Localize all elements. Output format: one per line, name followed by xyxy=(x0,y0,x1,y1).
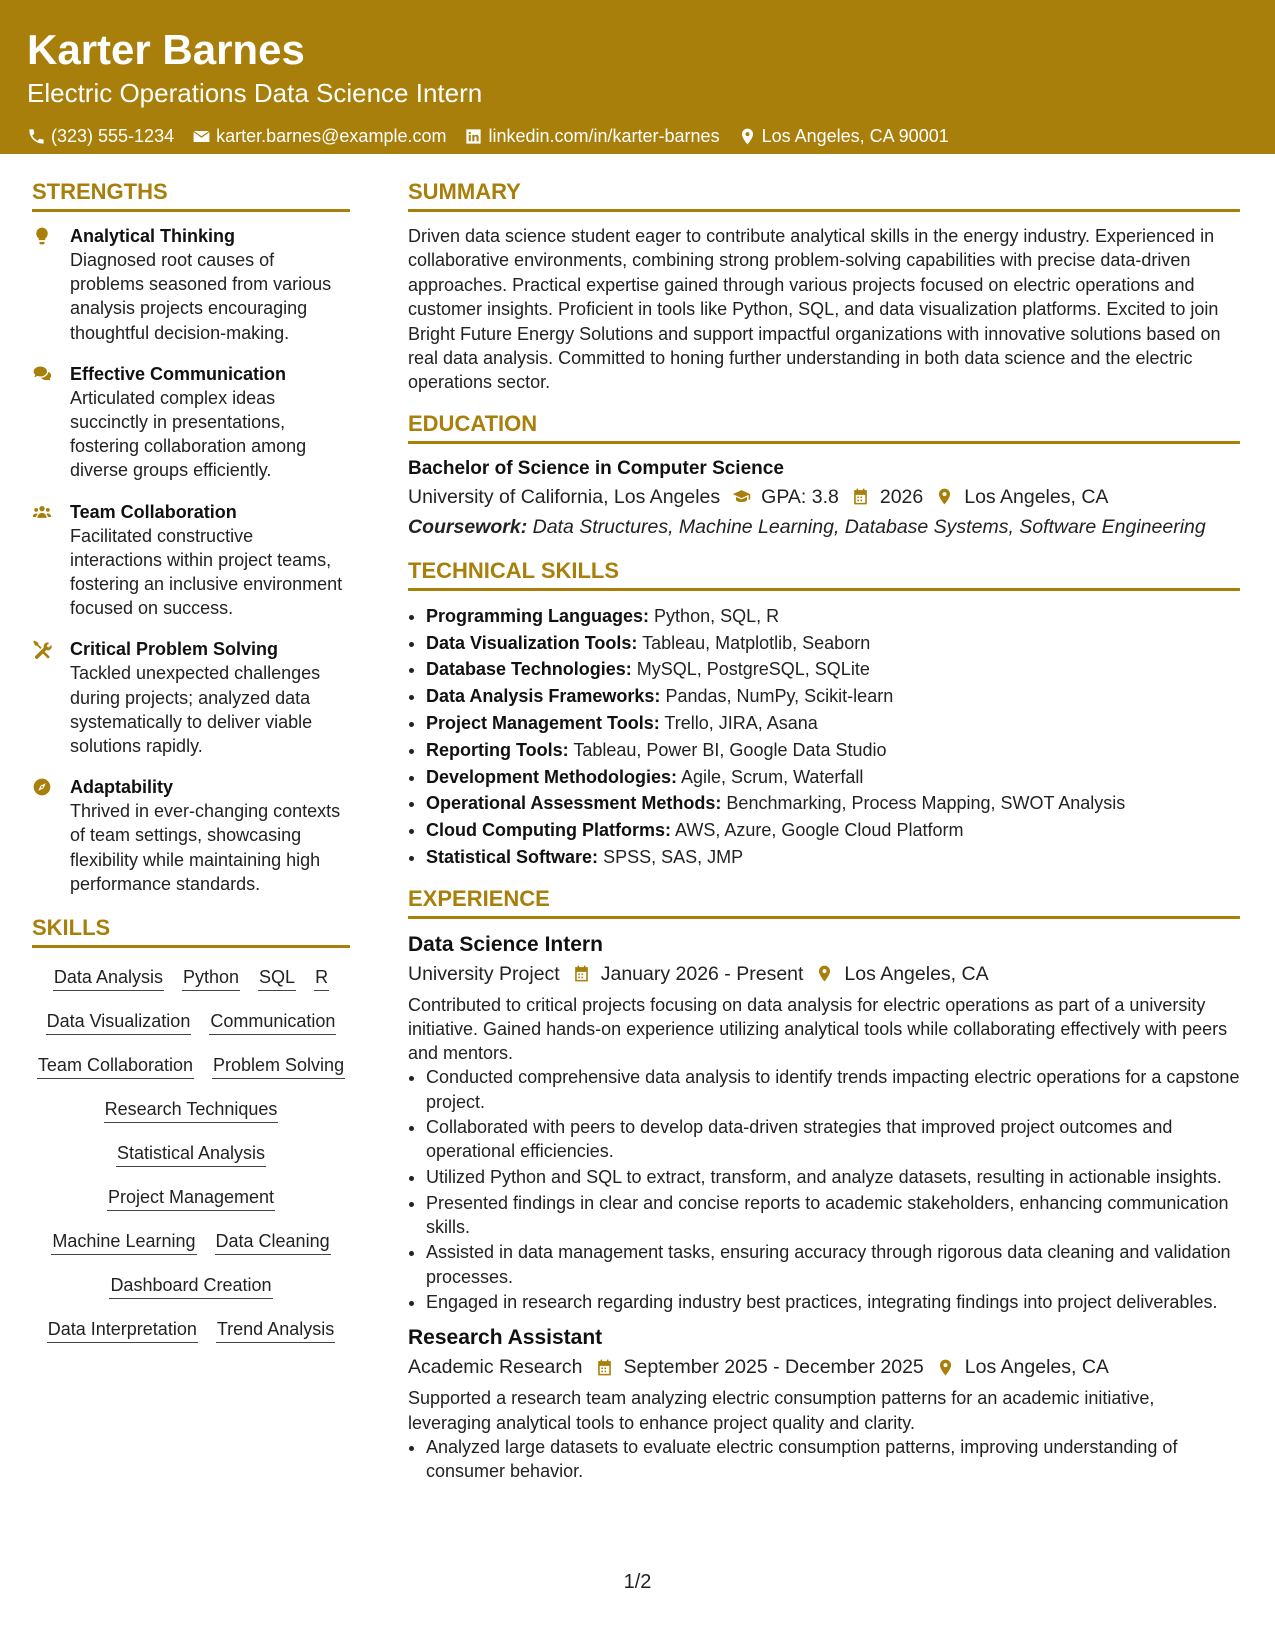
tech-skill-value: Trello, JIRA, Asana xyxy=(664,713,818,734)
tech-skill-value: SPSS, SAS, JMP xyxy=(603,847,744,868)
skill-tag: Data Analysis xyxy=(53,966,164,991)
strength-title: Analytical Thinking xyxy=(70,226,236,246)
strength-item xyxy=(32,500,350,621)
coursework-text: Data Structures, Machine Learning, Database Systems, Software Engineering xyxy=(532,515,1206,538)
job-location: Los Angeles, CA xyxy=(964,1356,1109,1379)
job-bullets xyxy=(408,1065,1240,1314)
tech-skill-value: AWS, Azure, Google Cloud Platform xyxy=(675,820,964,841)
job-dates: September 2025 - December 2025 xyxy=(623,1356,924,1379)
summary-heading: SUMMARY xyxy=(408,178,1240,212)
tech-skill-value: Benchmarking, Process Mapping, SWOT Analysis xyxy=(726,793,1126,814)
candidate-name: Karter Barnes xyxy=(27,26,305,73)
summary-text: Driven data science student eager to contribute analytical skills in the energy industry. Experienced in collaborative environments, combining strong problem-solving capabilities with precise data-driven approaches. Practical expertise gained through various projects focused on electric operations and customer insights. Proficient in tools like Python, SQL, and data visualization platforms. Excited to join Bright Future Energy Solutions and support impactful organizations with innovative solutions based on real data analysis. Committed to honing further understanding in both data science and the electric operations sector. xyxy=(408,226,1221,393)
calendar-icon xyxy=(572,964,591,983)
tech-skill-value: Pandas, NumPy, Scikit-learn xyxy=(665,686,894,707)
strength-title: Team Collaboration xyxy=(70,501,237,522)
strength-desc: Tackled unexpected challenges during projects; analyzed data systematically to deliver viable solutions rapidly. xyxy=(70,663,321,757)
calendar-icon xyxy=(595,1358,614,1377)
skills-list xyxy=(32,966,350,1343)
calendar-icon xyxy=(851,487,870,506)
strength-desc: Facilitated constructive interactions within project teams, fostering an inclusive environment focused on success. xyxy=(70,525,343,619)
graduation-cap-icon xyxy=(732,487,751,506)
skill-tag: Machine Learning xyxy=(51,1230,196,1255)
envelope-icon xyxy=(192,127,211,146)
contact-linkedin-text[interactable]: linkedin.com/in/karter-barnes xyxy=(488,126,720,146)
technical-skills-heading: TECHNICAL SKILLS xyxy=(408,557,1240,591)
list-item: • Collaborated with peers to develop data-driven strategies that improved project outcomes and operational efficiencies. xyxy=(426,1115,1240,1163)
education-coursework xyxy=(408,512,1240,542)
education-meta xyxy=(408,482,1240,512)
skill-tag: Python xyxy=(182,966,240,991)
compass-icon xyxy=(32,777,52,797)
list-item: • Conducted comprehensive data analysis to identify trends impacting electric operations for a capstone project. xyxy=(426,1065,1240,1113)
list-item xyxy=(426,737,1240,764)
candidate-title: Electric Operations Data Science Intern xyxy=(27,78,483,108)
map-pin-icon xyxy=(935,487,954,506)
skill-tag: Communication xyxy=(209,1010,336,1035)
experience-entry xyxy=(408,931,1240,1315)
job-org: Academic Research xyxy=(408,1356,583,1379)
map-pin-icon xyxy=(738,127,757,146)
technical-skills-list xyxy=(408,603,1240,871)
tech-skill-label: Development Methodologies: xyxy=(426,766,678,787)
left-column xyxy=(32,178,350,1343)
strength-title: Critical Problem Solving xyxy=(70,639,279,660)
tech-skill-value: MySQL, PostgreSQL, SQLite xyxy=(636,659,870,680)
strength-title: Effective Communication xyxy=(70,363,287,384)
list-item xyxy=(426,844,1240,871)
job-meta xyxy=(408,1352,1240,1382)
strength-item xyxy=(32,775,350,896)
list-item xyxy=(426,817,1240,844)
list-item xyxy=(426,764,1240,791)
skill-tag: Research Techniques xyxy=(104,1098,279,1123)
education-year: 2026 xyxy=(879,485,924,508)
list-item xyxy=(426,630,1240,657)
skill-tag: Data Interpretation xyxy=(47,1318,198,1343)
job-location: Los Angeles, CA xyxy=(844,962,989,985)
education-location: Los Angeles, CA xyxy=(964,485,1109,508)
tools-icon xyxy=(32,639,52,659)
education-degree: Bachelor of Science in Computer Science xyxy=(408,457,784,479)
strength-desc: Thrived in ever-changing contexts of team settings, showcasing flexibility while maintaining high performance standards. xyxy=(70,801,341,894)
tech-skill-value: Agile, Scrum, Waterfall xyxy=(681,766,864,787)
contact-bar xyxy=(27,125,1247,147)
lightbulb-icon xyxy=(32,226,52,246)
strength-item xyxy=(32,637,350,758)
list-item xyxy=(426,656,1240,683)
strength-desc: Diagnosed root causes of problems seasoned from various analysis projects encouraging thoughtful decision-making. xyxy=(70,250,332,343)
tech-skill-label: Cloud Computing Platforms: xyxy=(426,820,671,841)
contact-phone xyxy=(27,125,174,147)
job-description: Supported a research team analyzing electric consumption patterns for an academic initiative, leveraging analytical tools to enhance project quality and clarity. xyxy=(408,1388,1155,1433)
tech-skill-value: Tableau, Power BI, Google Data Studio xyxy=(573,739,887,760)
contact-location-text: Los Angeles, CA 90001 xyxy=(761,126,949,146)
list-item xyxy=(426,790,1240,817)
users-icon xyxy=(32,502,52,522)
list-item: • Utilized Python and SQL to extract, transform, and analyze datasets, resulting in actionable insights. xyxy=(426,1165,1240,1189)
list-item xyxy=(426,603,1240,630)
skill-tag: Trend Analysis xyxy=(216,1318,335,1343)
tech-skill-label: Data Analysis Frameworks: xyxy=(426,686,661,707)
tech-skill-value: Python, SQL, R xyxy=(654,605,780,626)
education-gpa: GPA: 3.8 xyxy=(761,485,839,508)
contact-email-text[interactable]: karter.barnes@example.com xyxy=(216,126,447,146)
skill-tag: Problem Solving xyxy=(212,1054,345,1079)
tech-skill-label: Data Visualization Tools: xyxy=(426,632,638,653)
skill-tag: Data Visualization xyxy=(46,1010,192,1035)
list-item xyxy=(426,710,1240,737)
list-item xyxy=(426,683,1240,710)
linkedin-icon xyxy=(464,127,483,146)
job-title: Data Science Intern xyxy=(408,932,603,956)
tech-skill-value: Tableau, Matplotlib, Seaborn xyxy=(642,632,871,653)
job-description: Contributed to critical projects focusing on data analysis for electric operations as part of a university initiative. Gained hands-on experience utilizing analytical tools while collaborating effectively with peers and mentors. xyxy=(408,994,1228,1064)
strengths-heading: STRENGTHS xyxy=(32,178,350,212)
experience-entry xyxy=(408,1324,1240,1483)
strength-title: Adaptability xyxy=(70,777,174,798)
skill-tag: Dashboard Creation xyxy=(109,1274,272,1299)
map-pin-icon xyxy=(815,964,834,983)
skill-tag: R xyxy=(314,966,329,991)
strength-item xyxy=(32,362,350,483)
skill-tag: Statistical Analysis xyxy=(116,1142,266,1167)
list-item: • Engaged in research regarding industry best practices, integrating findings into project deliverables. xyxy=(426,1290,1240,1314)
job-bullets xyxy=(408,1435,1240,1483)
job-meta xyxy=(408,959,1240,989)
job-title: Research Assistant xyxy=(408,1326,603,1350)
tech-skill-label: Database Technologies: xyxy=(426,659,632,680)
tech-skill-label: Programming Languages: xyxy=(426,605,650,626)
contact-phone-text: (323) 555-1234 xyxy=(51,126,175,146)
page-number: 1/2 xyxy=(623,1571,652,1593)
education-school: University of California, Los Angeles xyxy=(408,485,721,508)
tech-skill-label: Reporting Tools: xyxy=(426,739,569,760)
strength-item xyxy=(32,224,350,345)
strength-desc: Articulated complex ideas succinctly in presentations, fostering collaboration among diverse groups efficiently. xyxy=(70,387,307,481)
list-item: • Analyzed large datasets to evaluate electric consumption patterns, improving understanding of consumer behavior. xyxy=(426,1435,1240,1483)
list-item: • Assisted in data management tasks, ensuring accuracy through rigorous data cleaning and validation processes. xyxy=(426,1240,1240,1288)
tech-skill-label: Statistical Software: xyxy=(426,847,599,868)
contact-location xyxy=(738,125,949,147)
contact-email[interactable] xyxy=(192,125,446,147)
skill-tag: Team Collaboration xyxy=(37,1054,194,1079)
skill-tag: Data Cleaning xyxy=(215,1230,331,1255)
education-heading: EDUCATION xyxy=(408,410,1240,444)
comments-icon xyxy=(32,364,52,384)
map-pin-icon xyxy=(936,1358,955,1377)
resume-header xyxy=(0,0,1275,154)
tech-skill-label: Project Management Tools: xyxy=(426,713,660,734)
skill-tag: Project Management xyxy=(107,1186,275,1211)
phone-icon xyxy=(27,127,46,146)
coursework-label: Coursework: xyxy=(408,515,528,538)
right-column xyxy=(408,178,1240,1485)
skills-heading: SKILLS xyxy=(32,914,350,948)
experience-heading: EXPERIENCE xyxy=(408,885,1240,919)
list-item: • Presented findings in clear and concise reports to academic stakeholders, enhancing communication skills. xyxy=(426,1191,1240,1239)
job-dates: January 2026 - Present xyxy=(600,962,804,985)
job-org: University Project xyxy=(408,962,560,985)
contact-linkedin[interactable] xyxy=(464,125,719,147)
tech-skill-label: Operational Assessment Methods: xyxy=(426,793,722,814)
skill-tag: SQL xyxy=(258,966,296,991)
